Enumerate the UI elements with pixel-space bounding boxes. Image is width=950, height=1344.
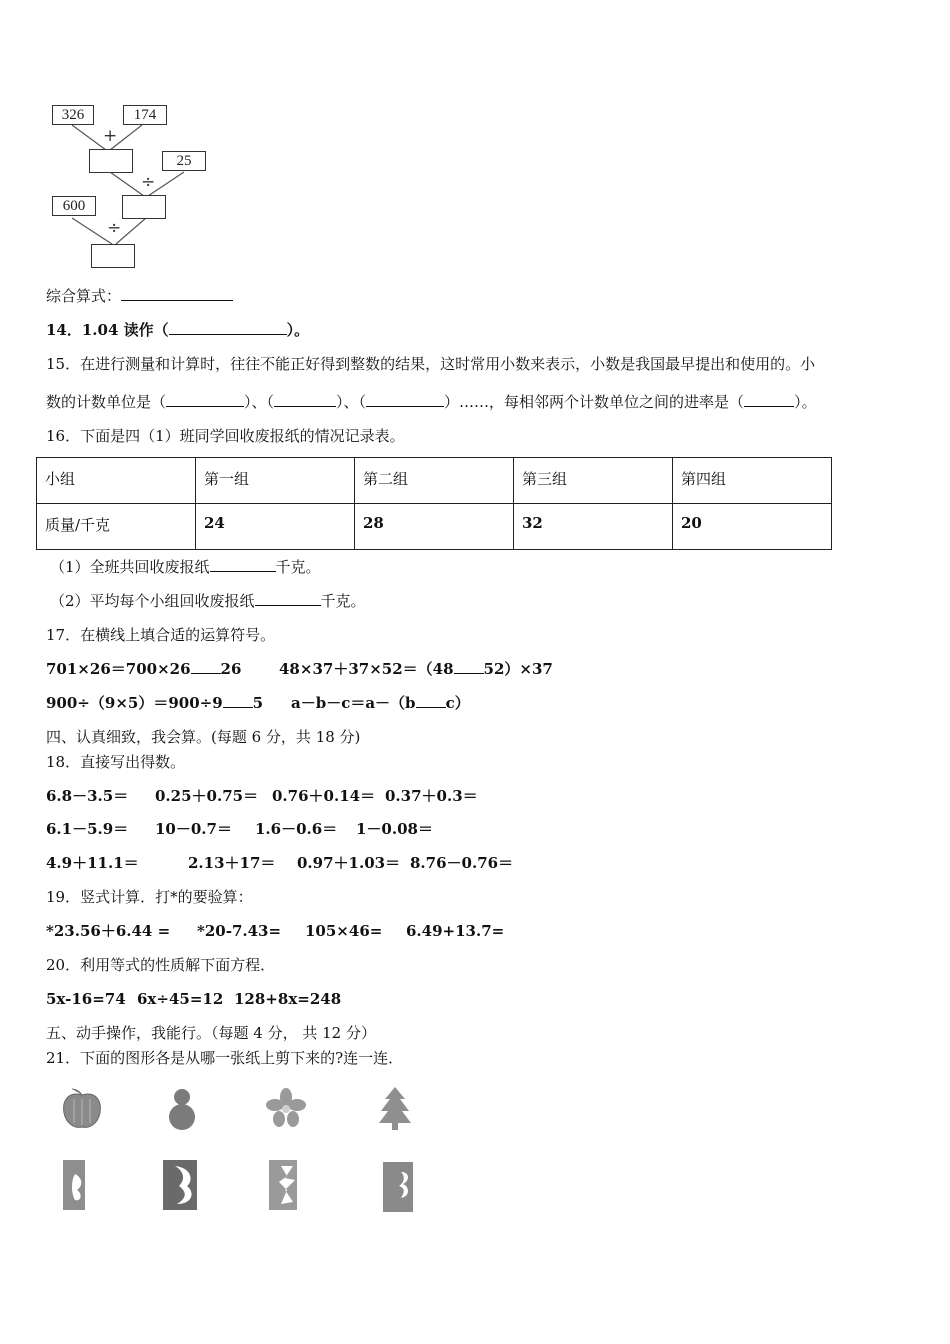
q18-item: 0.25＋0.75＝ xyxy=(155,787,259,805)
q16-sub1 xyxy=(50,557,321,577)
q15-text-a: 数的计数单位是（ xyxy=(46,393,167,411)
q17-item-c: 900÷（9×5）＝900÷9 5 xyxy=(46,694,264,712)
table-cell: 28 xyxy=(355,504,514,550)
q18-item: 8.76－0.76＝ xyxy=(410,854,514,872)
q18-item: 1－0.08＝ xyxy=(356,820,433,838)
table-cell: 质量/千克 xyxy=(37,504,196,550)
q15-text-b: ）、（ xyxy=(244,393,275,411)
diagram-op-plus: + xyxy=(103,126,118,146)
q19-title: 19．竖式计算．打*的要验算： xyxy=(46,888,253,906)
q13-answer-blank[interactable] xyxy=(121,286,233,301)
cut-paper-3-icon[interactable] xyxy=(269,1160,297,1210)
q14-text: 14．1.04 读作（ xyxy=(46,321,169,339)
q16-sub2 xyxy=(50,591,366,611)
q18-item: 6.1－5.9＝ xyxy=(46,820,129,838)
table-data-row xyxy=(37,504,832,550)
diagram-box-174: 174 xyxy=(123,105,167,125)
q14 xyxy=(46,320,309,340)
q13-formula-label: 综合算式： xyxy=(46,287,122,305)
table-cell: 小组 xyxy=(37,458,196,504)
q17-blank-d[interactable] xyxy=(416,693,446,708)
q17-item-d: a－b－c＝a－（b c） xyxy=(291,694,470,712)
cut-paper-1-icon[interactable] xyxy=(63,1160,85,1210)
q17-item-a: 701×26＝700×26 26 xyxy=(46,660,242,678)
q15-blank-4[interactable] xyxy=(744,392,794,407)
table-header-row xyxy=(37,458,832,504)
diagram-op-divide-2: ÷ xyxy=(107,218,122,238)
q15-text-d: ）……，每相邻两个计数单位之间的进率是（ xyxy=(444,393,745,411)
table-cell: 第二组 xyxy=(355,458,514,504)
q18-item: 2.13＋17＝ xyxy=(188,854,276,872)
q20-item: 128+8x=248 xyxy=(234,990,342,1008)
q16-sub2-blank[interactable] xyxy=(255,591,321,606)
apple-shape-icon[interactable] xyxy=(60,1087,104,1131)
q19-item: *23.56＋6.44 = xyxy=(46,922,171,940)
q14-end: ）。 xyxy=(286,321,310,339)
flower-shape-icon[interactable] xyxy=(266,1088,306,1128)
flow-diagram xyxy=(44,100,224,275)
table-cell: 第一组 xyxy=(196,458,355,504)
q14-answer-blank[interactable] xyxy=(169,320,287,335)
q21-title: 21．下面的图形各是从哪一张纸上剪下来的?连一连． xyxy=(46,1049,404,1067)
diagram-box-326: 326 xyxy=(52,105,94,125)
q15-line1: 15．在进行测量和计算时，往往不能正好得到整数的结果，这时常用小数来表示，小数是我国最早提出和使用的。小 xyxy=(46,355,816,373)
cut-paper-4-icon[interactable] xyxy=(383,1162,413,1212)
section-4-heading: 四、认真细致，我会算。(每题 6 分，共 18 分) xyxy=(46,728,361,746)
q15-line2 xyxy=(46,392,817,412)
q13-formula xyxy=(46,286,233,306)
q17-blank-b[interactable] xyxy=(454,659,484,674)
q20-item: 6x÷45=12 xyxy=(137,990,224,1008)
table-cell: 24 xyxy=(196,504,355,550)
diagram-op-divide-1: ÷ xyxy=(141,172,156,192)
q17-blank-a[interactable] xyxy=(191,659,221,674)
gourd-shape-icon[interactable] xyxy=(164,1086,200,1132)
q16-sub1-unit: 千克。 xyxy=(275,558,321,576)
q18-item: 6.8－3.5＝ xyxy=(46,787,129,805)
diagram-blank-box-1[interactable] xyxy=(89,149,133,173)
q16-sub2-unit: 千克。 xyxy=(320,592,366,610)
q19-item: 105×46= xyxy=(305,922,383,940)
table-cell: 第四组 xyxy=(673,458,832,504)
q17-item-b: 48×37＋37×52＝（48 52）×37 xyxy=(279,660,553,678)
cut-paper-2-icon[interactable] xyxy=(163,1160,197,1210)
q18-item: 10－0.7＝ xyxy=(155,820,232,838)
q16-sub2-text: （2）平均每个小组回收废报纸 xyxy=(50,592,255,610)
q16-sub1-text: （1）全班共回收废报纸 xyxy=(50,558,210,576)
q18-item: 0.76＋0.14＝ xyxy=(272,787,376,805)
q18-item: 4.9＋11.1＝ xyxy=(46,854,139,872)
q15-text-e: ）。 xyxy=(794,393,817,411)
diagram-blank-box-3[interactable] xyxy=(91,244,135,268)
q19-item: 6.49+13.7= xyxy=(406,922,505,940)
tree-shape-icon[interactable] xyxy=(377,1085,413,1131)
diagram-box-25: 25 xyxy=(162,151,206,171)
q16-sub1-blank[interactable] xyxy=(210,557,276,572)
table-cell: 第三组 xyxy=(514,458,673,504)
diagram-box-600: 600 xyxy=(52,196,96,216)
table-cell: 20 xyxy=(673,504,832,550)
q18-item: 0.37＋0.3＝ xyxy=(385,787,478,805)
q18-item: 1.6－0.6＝ xyxy=(255,820,338,838)
q15-blank-1[interactable] xyxy=(166,392,244,407)
q15-blank-2[interactable] xyxy=(274,392,336,407)
q17-blank-c[interactable] xyxy=(223,693,253,708)
section-5-heading: 五、动手操作，我能行。（每题 4 分， 共 12 分） xyxy=(46,1024,376,1042)
q18-item: 0.97＋1.03＝ xyxy=(297,854,401,872)
diagram-blank-box-2[interactable] xyxy=(122,195,166,219)
q16-title: 16．下面是四（1）班同学回收废报纸的情况记录表。 xyxy=(46,427,405,445)
q15-text-c: ）、（ xyxy=(336,393,367,411)
q20-item: 5x-16=74 xyxy=(46,990,126,1008)
record-table xyxy=(36,457,832,550)
q18-title: 18．直接写出得数。 xyxy=(46,753,186,771)
q17-title: 17．在横线上填合适的运算符号。 xyxy=(46,626,276,644)
q20-title: 20．利用等式的性质解下面方程． xyxy=(46,956,276,974)
q15-blank-3[interactable] xyxy=(366,392,444,407)
table-cell: 32 xyxy=(514,504,673,550)
q19-item: *20-7.43= xyxy=(197,922,282,940)
